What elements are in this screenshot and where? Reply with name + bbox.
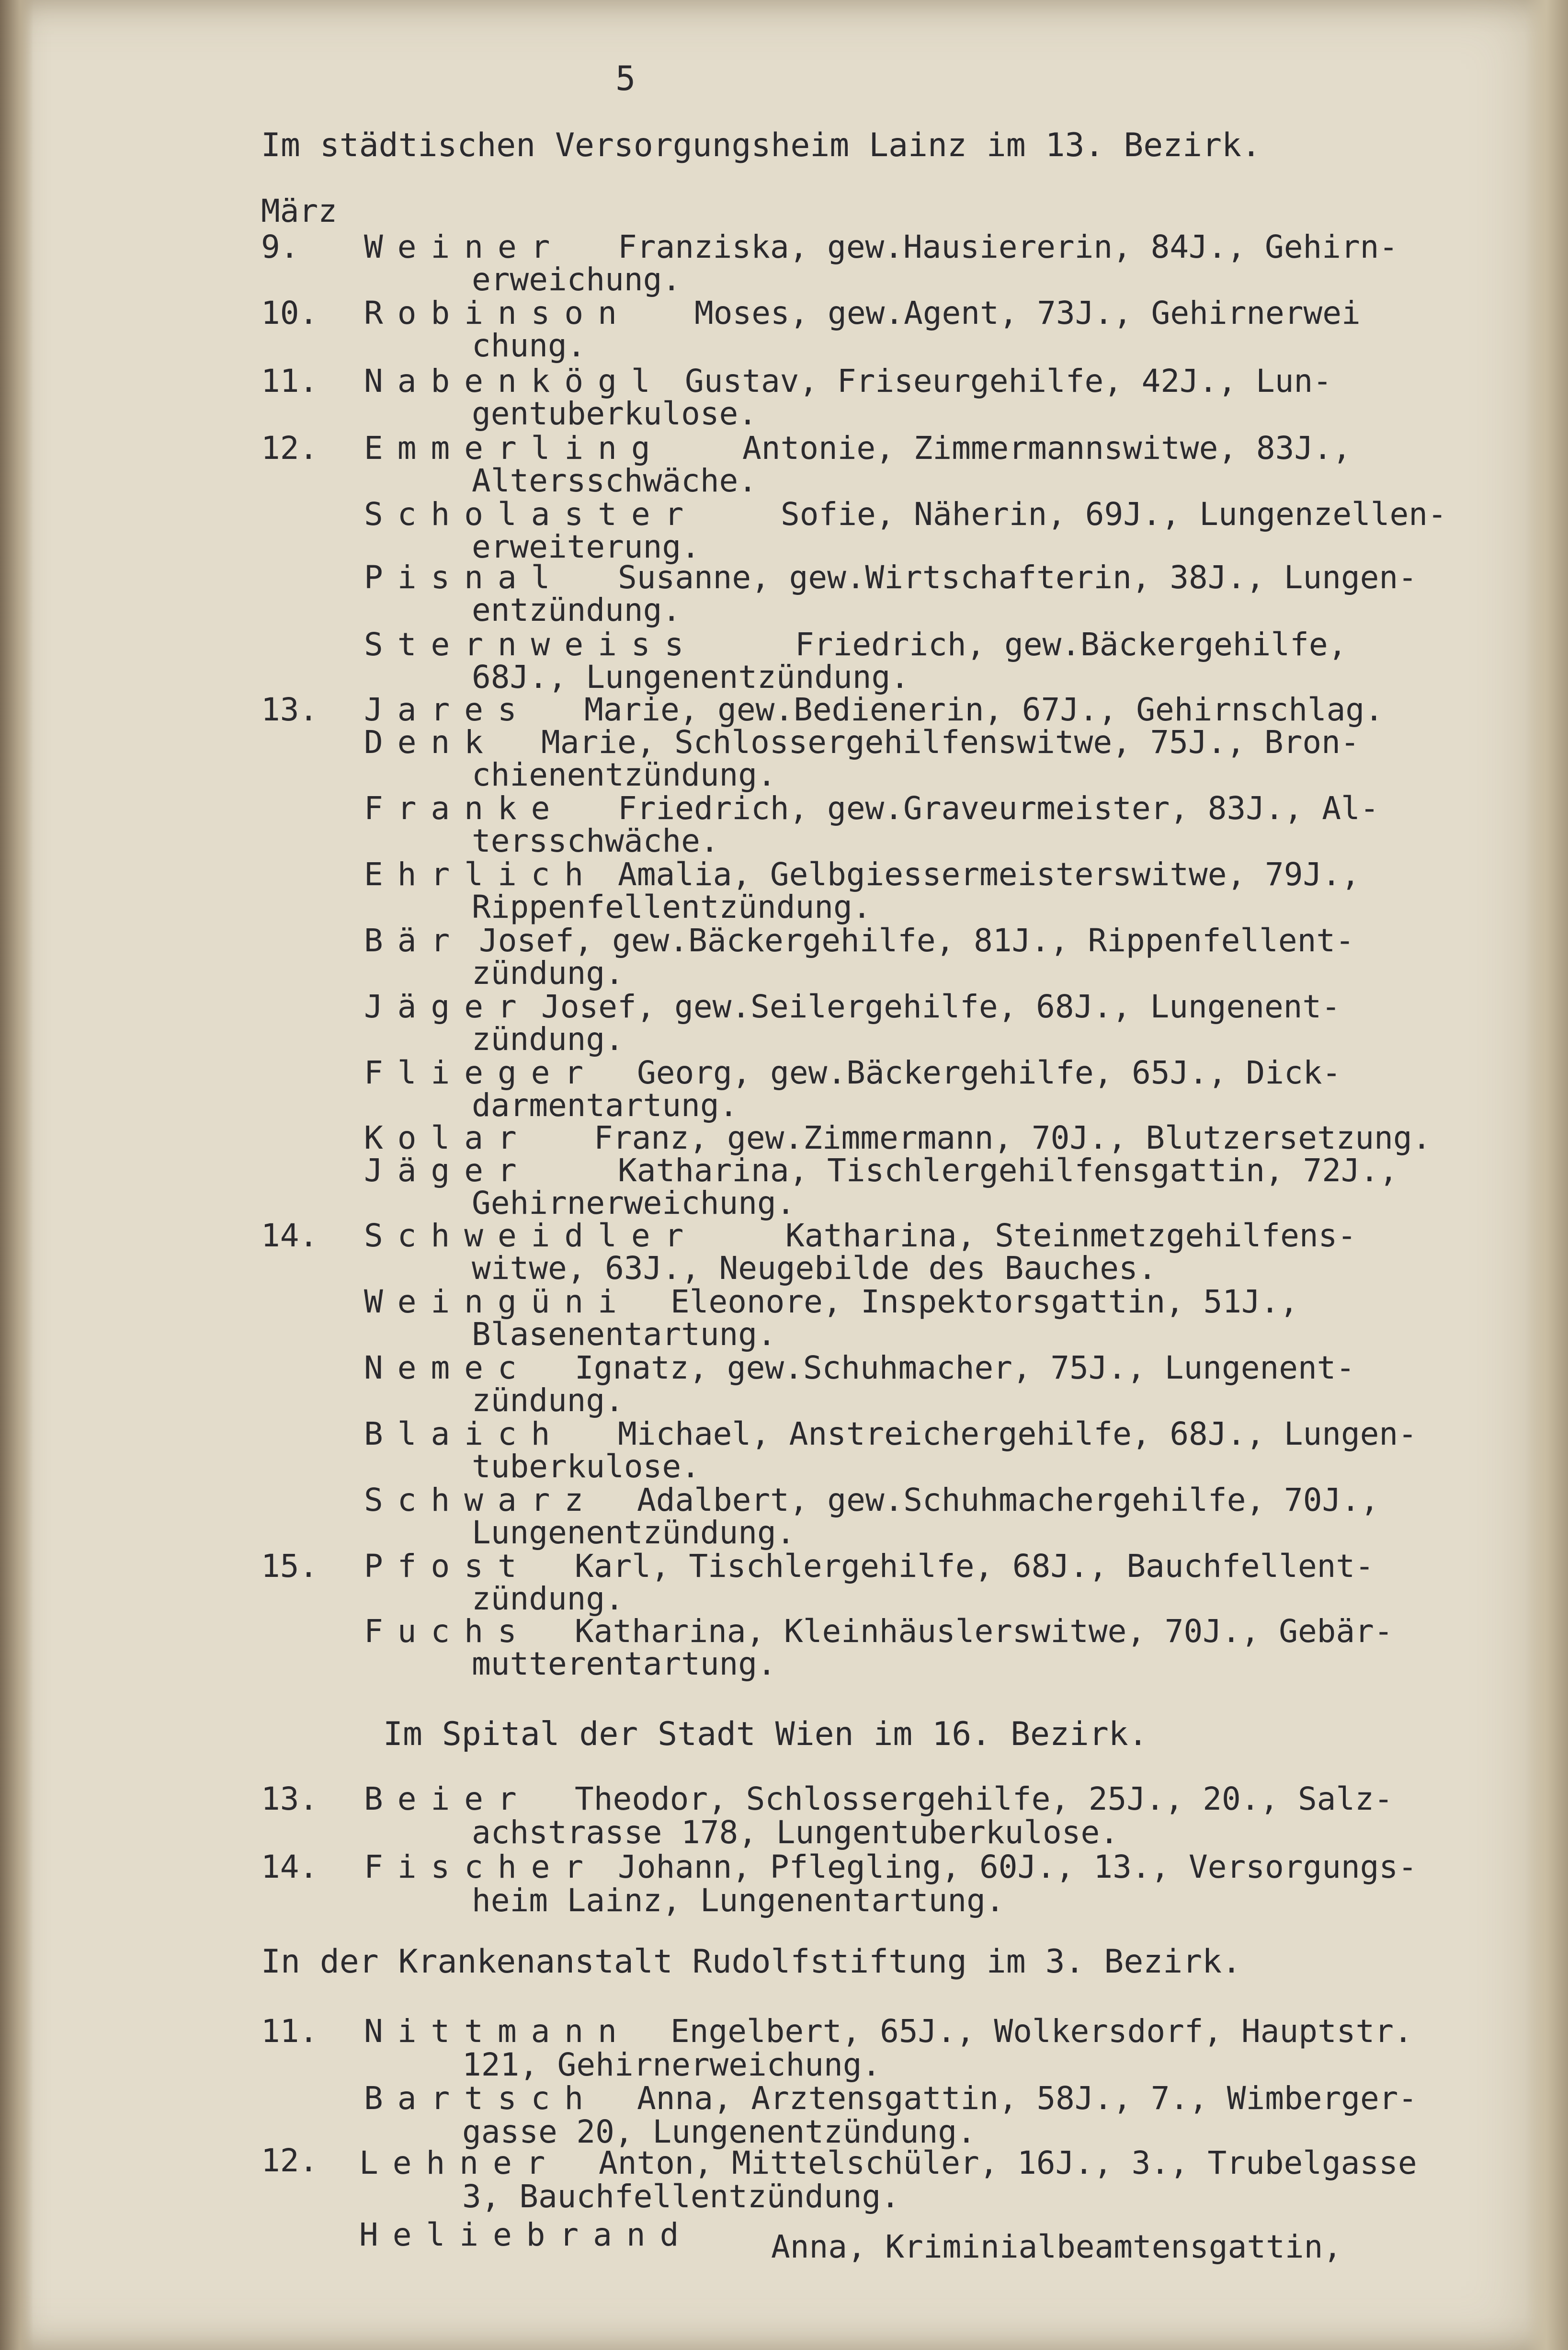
- entry-surname: Beier: [364, 1780, 531, 1817]
- entry-text-line: Anna, Kriminialbeamtensgattin,: [771, 2228, 1342, 2265]
- entry-date: 14.: [261, 1217, 318, 1254]
- entry-surname: Jäger: [364, 1152, 531, 1189]
- entry-text-line: achstrasse 178, Lungentuberkulose.: [472, 1814, 1119, 1851]
- entry-surname: Pisnal: [364, 559, 565, 596]
- entry-surname: Fischer: [364, 1848, 598, 1885]
- entry-text-line: Lungenentzündung.: [472, 1514, 795, 1551]
- entry-text-line: zündung.: [472, 955, 624, 992]
- entry-text-line: Altersschwäche.: [472, 462, 758, 499]
- section-heading-rudolfstiftung: In der Krankenanstalt Rudolfstiftung im 3. Bezirk.: [261, 1943, 1241, 1981]
- entry-text-line: erweiterung.: [472, 528, 700, 565]
- entry-surname: Schwarz: [364, 1482, 598, 1518]
- entry-text-line: witwe, 63J., Neugebilde des Bauches.: [472, 1250, 1157, 1287]
- entry-text-line: gasse 20, Lungenentzündung.: [462, 2113, 976, 2150]
- entry-surname: Weiner: [364, 228, 565, 265]
- entry-date: 11.: [261, 2013, 318, 2050]
- entry-text-line: mutterentartung.: [472, 1645, 776, 1682]
- entry-text-line: tuberkulose.: [472, 1448, 700, 1485]
- entry-text-line: Anton, Mittelschüler, 16J., 3., Trubelgasse: [599, 2145, 1417, 2181]
- entry-text-line: 121, Gehirnerweichung.: [462, 2046, 881, 2083]
- entry-text-line: Michael, Anstreichergehilfe, 68J., Lungen-: [618, 1415, 1417, 1452]
- entry-surname: Scholaster: [364, 496, 698, 533]
- entry-surname: Nemec: [364, 1349, 531, 1386]
- month-label: März: [261, 193, 337, 229]
- entry-surname: Lehner: [359, 2145, 560, 2181]
- entry-surname: Kolar: [364, 1119, 531, 1156]
- entry-surname: Nittmann: [364, 2013, 631, 2050]
- entry-text-line: Engelbert, 65J., Wolkersdorf, Hauptstr.: [670, 2013, 1413, 2050]
- entry-surname: Jares: [364, 691, 531, 728]
- entry-text-line: Rippenfellentzündung.: [472, 889, 872, 925]
- book-binding-shadow: [0, 0, 34, 2350]
- entry-text-line: Marie, gew.Bedienerin, 67J., Gehirnschlag.: [584, 691, 1384, 728]
- entry-surname: Ehrlich: [364, 856, 598, 893]
- entry-text-line: chienentzündung.: [472, 756, 776, 793]
- entry-text-line: Blasenentartung.: [472, 1316, 776, 1353]
- entry-text-line: zündung.: [472, 1382, 624, 1419]
- entry-text-line: Katharina, Tischlergehilfensgattin, 72J.,: [618, 1152, 1398, 1189]
- entry-text-line: erweichung.: [472, 261, 682, 298]
- entry-text-line: Katharina, Steinmetzgehilfens-: [785, 1217, 1357, 1254]
- entry-text-line: Theodor, Schlossergehilfe, 25J., 20., Salz-: [575, 1780, 1393, 1817]
- entry-surname: Denk: [364, 724, 498, 761]
- entry-surname: Heliebrand: [359, 2216, 693, 2253]
- entry-text-line: Friedrich, gew.Graveurmeister, 83J., Al-: [618, 790, 1379, 827]
- entry-text-line: zündung.: [472, 1021, 624, 1058]
- entry-text-line: Katharina, Kleinhäuslerswitwe, 70J., Gebär-: [575, 1613, 1393, 1650]
- entry-text-line: Susanne, gew.Wirtschafterin, 38J., Lungen-: [618, 559, 1417, 596]
- entry-text-line: gentuberkulose.: [472, 395, 758, 432]
- entry-date: 15.: [261, 1548, 318, 1585]
- page-number: 5: [615, 59, 636, 98]
- entry-surname: Flieger: [364, 1054, 598, 1091]
- entry-text-line: Adalbert, gew.Schuhmachergehilfe, 70J.,: [637, 1482, 1379, 1518]
- entry-text-line: Gustav, Friseurgehilfe, 42J., Lun-: [685, 363, 1332, 399]
- entry-surname: Bartsch: [364, 2080, 598, 2117]
- entry-text-line: Georg, gew.Bäckergehilfe, 65J., Dick-: [637, 1054, 1341, 1091]
- entry-surname: Blaich: [364, 1415, 565, 1452]
- entry-text-line: Eleonore, Inspektorsgattin, 51J.,: [670, 1283, 1299, 1320]
- entry-text-line: Gehirnerweichung.: [472, 1185, 795, 1221]
- entry-surname: Franke: [364, 790, 565, 827]
- entry-text-line: Josef, gew.Bäckergehilfe, 81J., Rippenfellent-: [479, 922, 1354, 959]
- entry-surname: Pfost: [364, 1548, 531, 1585]
- entry-surname: Sternweiss: [364, 626, 698, 663]
- entry-text-line: Anna, Arztensgattin, 58J., 7., Wimberger-: [637, 2080, 1418, 2117]
- entry-date: 10.: [261, 295, 318, 331]
- entry-date: 12.: [261, 2142, 318, 2179]
- entry-text-line: 3, Bauchfellentzündung.: [462, 2178, 900, 2215]
- entry-text-line: zündung.: [472, 1580, 624, 1617]
- entry-text-line: Sofie, Näherin, 69J., Lungenzellen-: [781, 496, 1447, 533]
- entry-text-line: Marie, Schlossergehilfenswitwe, 75J., Bron-: [541, 724, 1360, 761]
- entry-text-line: Friedrich, gew.Bäckergehilfe,: [795, 626, 1347, 663]
- entry-date: 13.: [261, 691, 318, 728]
- entry-text-line: Karl, Tischlergehilfe, 68J., Bauchfellent-: [575, 1548, 1374, 1585]
- entry-text-line: Franziska, gew.Hausiererin, 84J., Gehirn-: [618, 228, 1398, 265]
- entry-text-line: 68J., Lungenentzündung.: [472, 659, 909, 696]
- entry-surname: Nabenkögl: [364, 363, 665, 399]
- entry-text-line: heim Lainz, Lungenentartung.: [472, 1882, 1005, 1919]
- entry-text-line: Moses, gew.Agent, 73J., Gehirnerwei: [694, 295, 1361, 331]
- entry-date: 13.: [261, 1780, 318, 1817]
- entry-surname: Schweidler: [364, 1217, 698, 1254]
- entry-date: 14.: [261, 1848, 318, 1885]
- entry-text-line: Johann, Pflegling, 60J., 13., Versorgungs-: [618, 1848, 1417, 1885]
- entry-date: 11.: [261, 363, 318, 399]
- entry-surname: Bär: [364, 922, 465, 959]
- entry-date: 12.: [261, 430, 318, 467]
- entry-text-line: tersschwäche.: [472, 822, 719, 859]
- entry-surname: Fuchs: [364, 1613, 531, 1650]
- page-edge-shadow: [1525, 0, 1568, 2350]
- entry-text-line: chung.: [472, 327, 586, 364]
- section-heading-lainz: Im städtischen Versorgungsheim Lainz im 13. Bezirk.: [261, 126, 1261, 164]
- entry-surname: Jäger: [364, 988, 531, 1025]
- entry-text-line: Ignatz, gew.Schuhmacher, 75J., Lungenent-: [575, 1349, 1355, 1386]
- entry-surname: Emmerling: [364, 430, 665, 467]
- entry-text-line: darmentartung.: [472, 1087, 739, 1124]
- entry-surname: Robinson: [364, 295, 631, 331]
- section-heading-spital: Im Spital der Stadt Wien im 16. Bezirk.: [383, 1715, 1148, 1753]
- entry-surname: Weingüni: [364, 1283, 631, 1320]
- entry-text-line: entzündung.: [472, 592, 682, 628]
- entry-text-line: Josef, gew.Seilergehilfe, 68J., Lungenent-: [541, 988, 1341, 1025]
- entry-text-line: Franz, gew.Zimmermann, 70J., Blutzersetzung.: [594, 1119, 1432, 1156]
- entry-text-line: Amalia, Gelbgiessermeisterswitwe, 79J.,: [618, 856, 1360, 893]
- entry-date: 9.: [261, 228, 299, 265]
- entry-text-line: Antonie, Zimmermannswitwe, 83J.,: [742, 430, 1352, 467]
